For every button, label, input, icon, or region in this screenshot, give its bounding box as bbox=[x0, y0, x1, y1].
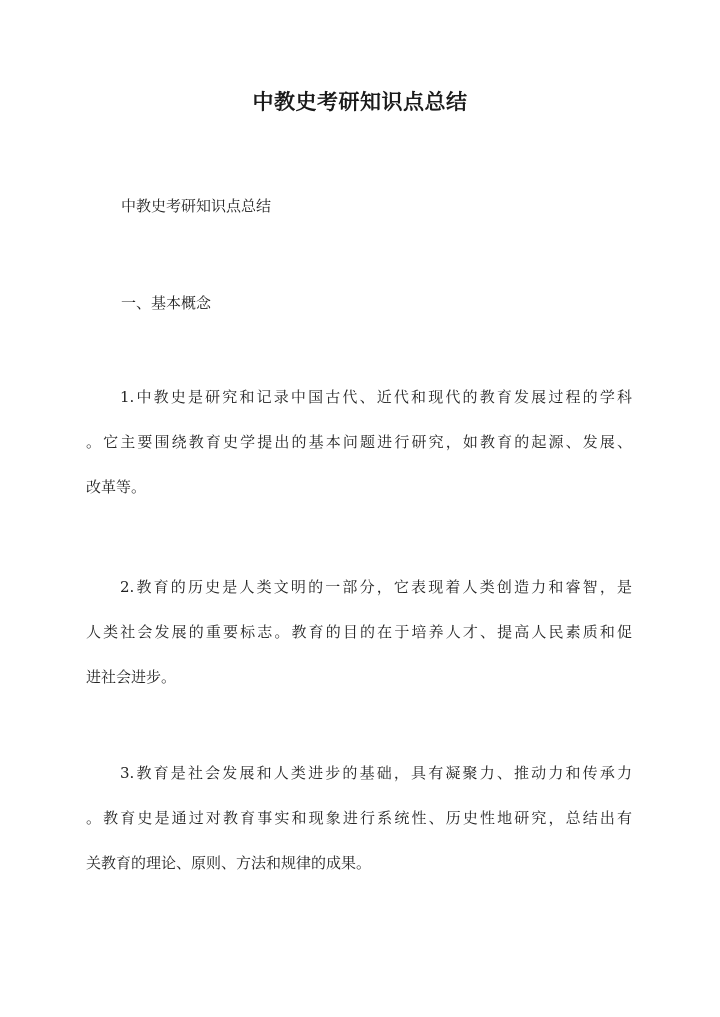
paragraph-line: 改革等。 bbox=[86, 478, 147, 496]
paragraph-line: 3.教育是社会发展和人类进步的基础，具有凝聚力、推动力和传承力 bbox=[120, 764, 632, 782]
paragraph-line: 进社会进步。 bbox=[86, 668, 177, 686]
paragraph-1 bbox=[86, 375, 632, 510]
paragraph-line: 2.教育的历史是人类文明的一部分，它表现着人类创造力和睿智，是 bbox=[120, 578, 632, 596]
paragraph-3 bbox=[86, 751, 632, 886]
paragraph-line: 1.中教史是研究和记录中国古代、近代和现代的教育发展过程的学科 bbox=[120, 388, 632, 406]
document-subtitle: 中教史考研知识点总结 bbox=[121, 197, 272, 215]
paragraph-line: 。它主要围绕教育史学提出的基本问题进行研究，如教育的起源、发展、 bbox=[86, 433, 632, 451]
document-title: 中教史考研知识点总结 bbox=[252, 89, 468, 114]
paragraph-line: 。教育史是通过对教育事实和现象进行系统性、历史性地研究，总结出有 bbox=[86, 809, 632, 827]
paragraph-line: 人类社会发展的重要标志。教育的目的在于培养人才、提高人民素质和促 bbox=[86, 623, 632, 641]
paragraph-2 bbox=[86, 565, 632, 700]
paragraph-line: 关教育的理论、原则、方法和规律的成果。 bbox=[86, 854, 372, 872]
section-heading: 一、基本概念 bbox=[121, 294, 212, 312]
